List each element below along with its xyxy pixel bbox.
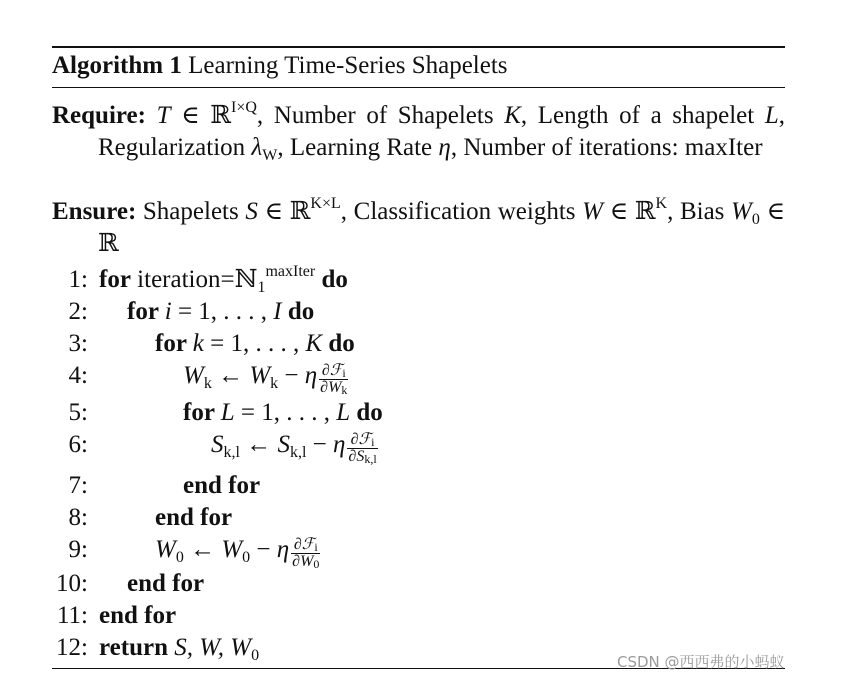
math-symbol: W xyxy=(582,198,603,225)
text: = 1, . . . , xyxy=(171,298,274,325)
line-content xyxy=(183,397,383,429)
text: Shapelets xyxy=(142,198,246,225)
math-symbol: W xyxy=(183,362,204,389)
line-number: 5: xyxy=(68,399,88,426)
math-symbol: ∂ℱ xyxy=(293,536,315,553)
text: , Classification weights xyxy=(340,198,583,225)
fraction xyxy=(319,363,348,396)
text: , Number of Shapelets xyxy=(256,102,505,129)
line-number: 10: xyxy=(56,570,88,597)
text: − xyxy=(306,431,334,458)
subscript: i xyxy=(371,435,375,449)
numerator xyxy=(347,432,377,449)
line-content xyxy=(99,632,259,664)
line-number: 12: xyxy=(56,634,88,661)
math-symbol: ∂ℱ xyxy=(350,431,372,448)
superscript: I×Q xyxy=(231,99,257,116)
keyword: Ensure: xyxy=(52,198,143,225)
keyword: for xyxy=(183,399,221,426)
subscript: k xyxy=(270,375,279,392)
line-content xyxy=(127,296,314,328)
denominator xyxy=(347,449,377,465)
watermark: CSDN @西西弗的小蚂蚁 xyxy=(617,653,785,671)
math-symbol: W xyxy=(221,536,243,563)
line-content xyxy=(99,600,176,632)
subscript: W xyxy=(262,147,278,164)
subscript: 0 xyxy=(251,647,260,664)
line-number: 6: xyxy=(68,431,88,458)
line-number: 2: xyxy=(68,298,88,325)
subscript: k xyxy=(341,383,348,397)
fraction xyxy=(347,432,377,465)
text: , Number of iterations: maxIter xyxy=(450,134,763,161)
keyword: end for xyxy=(127,570,205,597)
subscript: 0 xyxy=(175,549,184,566)
subscript: 0 xyxy=(242,549,251,566)
math-symbol: T xyxy=(156,102,171,129)
denominator xyxy=(319,380,348,396)
text: ∈ ℝ xyxy=(602,198,656,225)
algorithm-title: Learning Time-Series Shapelets xyxy=(181,52,508,79)
subscript: k,l xyxy=(364,452,377,466)
math-symbol: η xyxy=(333,431,346,458)
subscript: i xyxy=(342,366,346,380)
math-symbol: S, W, W xyxy=(174,634,252,661)
caption-rule xyxy=(52,87,785,88)
line-content xyxy=(99,264,348,296)
line-number: 7: xyxy=(68,472,88,499)
text: ∈ ℝ xyxy=(170,102,232,129)
superscript: maxIter xyxy=(265,263,316,280)
text: ∈ ℝ xyxy=(257,198,311,225)
text: iteration=ℕ xyxy=(130,266,258,293)
text: = 1, . . . , xyxy=(234,399,337,426)
subscript: 0 xyxy=(751,211,760,228)
line-content xyxy=(127,568,204,600)
subscript: k,l xyxy=(223,444,240,461)
math-symbol: η xyxy=(276,536,290,563)
keyword: for xyxy=(99,266,131,293)
text: ∈ ℝ xyxy=(98,198,785,257)
math-symbol: k xyxy=(192,330,204,357)
keyword: end for xyxy=(99,602,177,629)
subscript: i xyxy=(314,540,318,554)
subscript: 1 xyxy=(257,279,266,296)
line-number: 9: xyxy=(68,536,88,563)
text: ← xyxy=(239,431,278,458)
text: , Bias xyxy=(667,198,732,225)
math-symbol: W xyxy=(731,198,752,225)
line-number: 1: xyxy=(68,266,88,293)
denominator xyxy=(291,554,320,570)
math-symbol: K xyxy=(504,102,521,129)
line-number: 4: xyxy=(68,362,88,389)
numerator xyxy=(319,363,348,380)
subscript: k xyxy=(203,375,212,392)
line-number: 11: xyxy=(56,602,88,629)
math-symbol: ∂W xyxy=(292,553,314,570)
text: , Learning Rate xyxy=(277,134,439,161)
line-content xyxy=(183,470,260,502)
superscript: K xyxy=(655,195,668,212)
math-symbol: L xyxy=(220,399,235,426)
math-symbol: ∂S xyxy=(348,448,365,465)
line-content xyxy=(155,328,355,360)
top-rule xyxy=(52,46,785,48)
keyword: for xyxy=(155,330,193,357)
text: − xyxy=(278,362,305,389)
require-clause xyxy=(52,100,785,164)
line-number: 8: xyxy=(68,504,88,531)
math-symbol: η xyxy=(304,362,318,389)
math-symbol: i xyxy=(164,298,172,325)
ensure-clause xyxy=(52,196,785,260)
line-content xyxy=(155,534,322,570)
math-symbol: K xyxy=(305,330,323,357)
numerator xyxy=(291,537,320,554)
math-symbol: I xyxy=(273,298,282,325)
math-symbol: L xyxy=(764,102,779,129)
text: − xyxy=(250,536,277,563)
line-content xyxy=(155,502,232,534)
math-symbol: λ xyxy=(251,134,263,161)
keyword: do xyxy=(315,266,348,293)
algorithm-caption xyxy=(52,52,508,80)
math-symbol: S xyxy=(277,431,290,458)
keyword: do xyxy=(350,399,383,426)
keyword: Require: xyxy=(52,102,157,129)
text: , Length of a shapelet xyxy=(520,102,765,129)
keyword: for xyxy=(127,298,165,325)
math-symbol: S xyxy=(211,431,224,458)
fraction xyxy=(291,537,320,570)
line-content xyxy=(183,360,350,396)
math-symbol: S xyxy=(245,198,258,225)
superscript: K×L xyxy=(310,195,341,212)
math-symbol: η xyxy=(438,134,451,161)
line-content xyxy=(211,429,380,465)
subscript: k,l xyxy=(289,444,307,461)
math-symbol: W xyxy=(249,362,271,389)
text: ← xyxy=(183,536,222,563)
math-symbol: ∂W xyxy=(320,379,342,396)
line-number: 3: xyxy=(68,330,88,357)
keyword: return xyxy=(99,634,168,661)
math-symbol: W xyxy=(155,536,176,563)
text: , Regularization xyxy=(98,102,785,161)
keyword: do xyxy=(322,330,355,357)
keyword: do xyxy=(281,298,315,325)
math-symbol: ∂ℱ xyxy=(321,362,343,379)
algorithm-label: Algorithm 1 xyxy=(52,52,182,79)
text: = 1, . . . , xyxy=(203,330,306,357)
math-symbol: L xyxy=(336,399,351,426)
text: ← xyxy=(211,362,250,389)
keyword: end for xyxy=(183,472,261,499)
subscript: 0 xyxy=(313,557,320,571)
keyword: end for xyxy=(155,504,233,531)
